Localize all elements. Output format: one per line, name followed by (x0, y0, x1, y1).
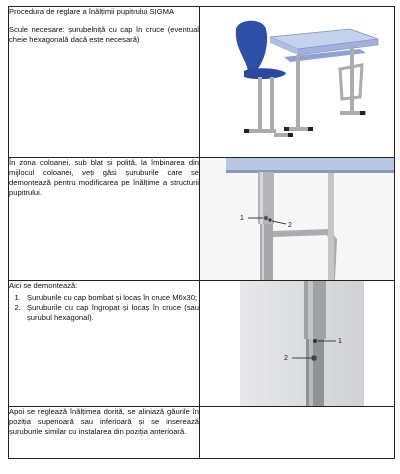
instruction-table (8, 6, 395, 459)
column-screws-location-text: În zona coloanei, sub blat și poliță, la îmbinarea din mijlocul coloanei, veți găsi șuruburile care se demontează pentru modificarea pe înălțime a structurii pupitrului. (9, 158, 199, 198)
callout-1-label: 1 (240, 215, 244, 222)
desk-and-chair-photo (200, 7, 394, 157)
step-4-text-cell (9, 407, 200, 459)
column-closeup-photo (200, 158, 394, 280)
document-title: Procedura de reglare a înălțimii pupitrului SIGMA (9, 7, 175, 16)
step-row-3 (9, 281, 395, 407)
step-row-2 (9, 158, 395, 281)
step-1-text-cell (9, 7, 200, 158)
step-row-1 (9, 7, 395, 158)
step-4-image-cell (200, 407, 395, 459)
list-item: 1. Șuruburile cu cap bombat și locaș în cruce M6x30; (23, 293, 199, 303)
list-item: 2. Șuruburile cu cap îngropat și locaș în cruce (sau șurubul hexagonal). (23, 303, 199, 323)
step-2-image-cell (200, 158, 395, 281)
step-1-image-cell (200, 7, 395, 158)
step-3-text-cell (9, 281, 200, 407)
disassembly-intro-text: Aici se demontează: (9, 281, 78, 290)
step-2-text-cell (9, 158, 200, 281)
callout-2-label: 2 (288, 222, 292, 229)
screw-closeup-photo (200, 281, 394, 406)
callout-1-label: 1 (338, 338, 342, 345)
screw-list (9, 293, 199, 323)
step-row-4 (9, 407, 395, 459)
callout-2-label: 2 (284, 355, 288, 362)
reassembly-text: Apoi se reglează înălțimea dorită, se aliniază găurile în poziția superioară sau inferioară și se inserează șuruburile similar cu instalarea din poziția anterioară. (9, 407, 199, 437)
required-tools-text: Scule necesare: șurubelniță cu cap în cruce (eventual cheie hexagonală dacă este necesară) (9, 25, 199, 45)
step-3-image-cell (200, 281, 395, 407)
